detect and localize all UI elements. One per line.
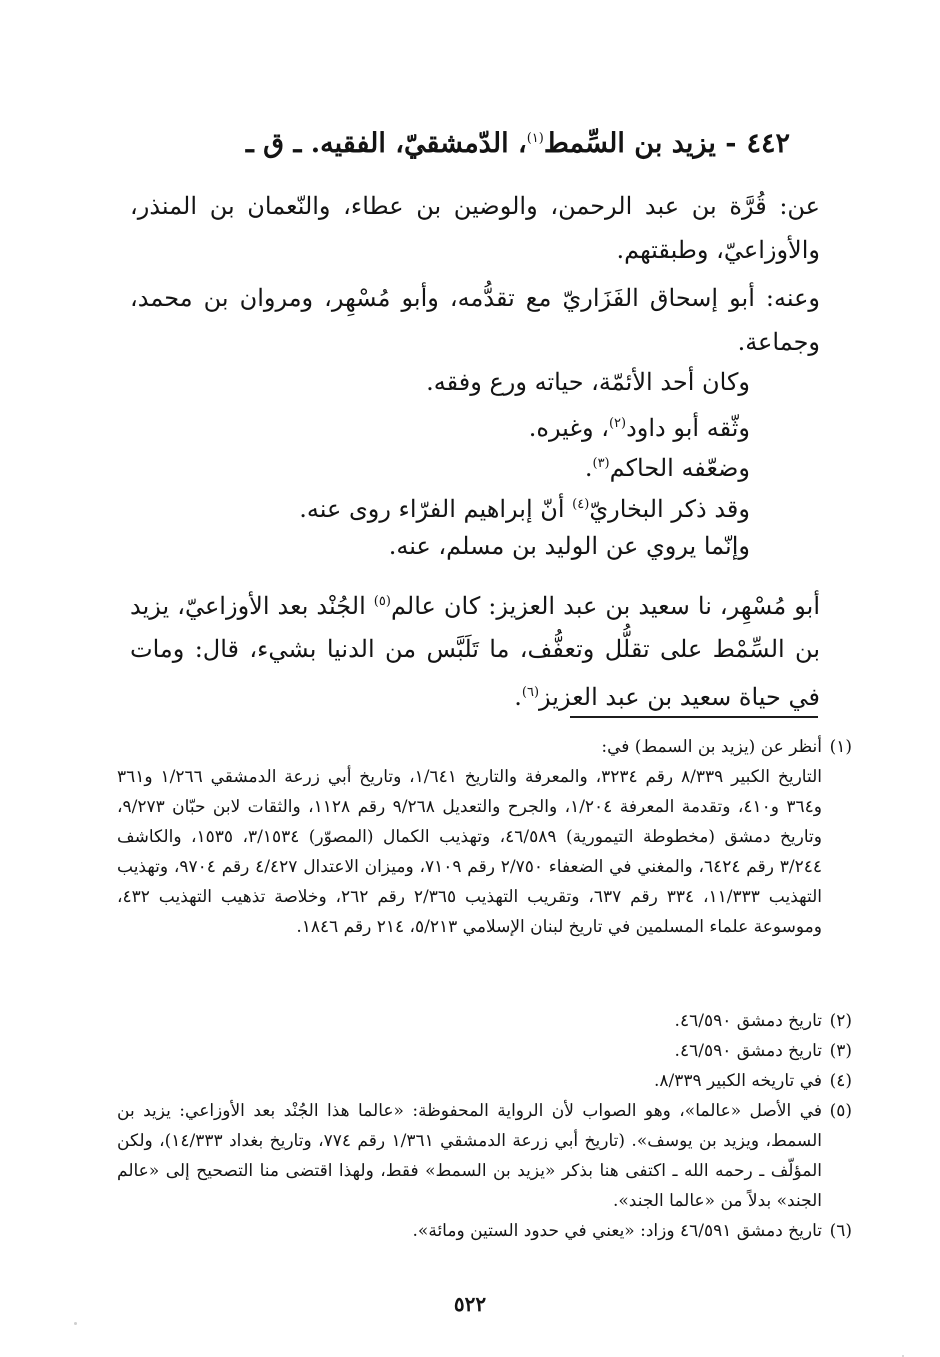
body-line — [130, 404, 750, 448]
footnote-ref: (٥) — [373, 594, 391, 609]
footnote-marker: (١) — [829, 737, 852, 757]
body-line — [130, 444, 750, 488]
line-text: وثّقه أبو داود — [626, 414, 750, 442]
footnote-text: تاريخ دمشق ٤٦/٥٩٠. — [674, 1041, 822, 1061]
footnote-marker: (٦) — [829, 1221, 852, 1241]
footnote-2 — [117, 1006, 852, 1036]
body-line — [130, 485, 750, 529]
quote-text: . — [514, 683, 522, 711]
body-line — [130, 362, 750, 402]
scan-speck — [74, 1322, 77, 1325]
entry-title: - يزيد بن السِّمط — [543, 128, 737, 159]
entry-title-rest: ، الدّمشقيّ، الفقيه. ـ ق ـ — [245, 128, 527, 159]
footnote-text: تاريخ دمشق ٤٦/٥٩٠. — [674, 1011, 822, 1031]
footnote-text: في تاريخه الكبير ٨/٣٣٩. — [653, 1071, 822, 1091]
students-paragraph: وعنه: أبو إسحاق الفَزَاريّ مع تقدُّمه، وأبو مُسْهِر، ومروان بن محمد، وجماعة. — [130, 284, 820, 356]
footnote-4 — [117, 1066, 852, 1096]
footnote-1 — [117, 732, 852, 762]
quote-paragraph — [130, 580, 820, 719]
line-text: وإنّما يروي عن الوليد بن مسلم، عنه. — [388, 532, 750, 560]
footnote-ref: (١) — [526, 131, 544, 146]
line-text: وضعّفه الحاكم — [609, 454, 750, 482]
teachers-paragraph: عن: قُرَّة بن عبد الرحمن، والوضين بن عطاء، والنّعمان بن المنذر، والأوزاعيّ، وطبقتهم. — [130, 192, 820, 264]
footnote-ref: (٦) — [521, 685, 540, 700]
quote-text: الجُنْد بعد الأوزاعيّ، يزيد بن السِّمْط على تقلُّل وتعفُّف، ما تَلَبَّس من الدنيا بشيء، قال: ومات في حياة سعيد بن عبد العزيز — [130, 592, 820, 711]
line-text: وكان أحد الأئمّة، حياته ورع وفقه. — [426, 368, 750, 396]
quote-text: أبو مُسْهِر، نا سعيد بن عبد العزيز: كان عالم — [390, 592, 821, 620]
line-text: وقد ذكر البخاريّ — [589, 495, 750, 523]
footnote-ref: (٢) — [608, 416, 627, 431]
footnote-ref: (٣) — [592, 456, 610, 471]
footnote-6 — [117, 1216, 852, 1246]
footnote-1-sources: التاريخ الكبير ٨/٣٣٩ رقم ٣٢٣٤، والمعرفة والتاريخ ١/٦٤١، وتاريخ أبي زرعة الدمشقي ١/٢٦٦ و٣٦١ و٣٦٤ و٤١٠، وتقدمة المعرفة ١/٢٠٤، والجرح والتعديل ٩/٢٦٨ رقم ١١٢٨، والثقات لابن حبّان ٩/٢٧٣، وتاريخ دمشق (مخطوطة التيمورية) ٤٦/٥٨٩، وتهذيب الكمال (المصوّر) ٣/١٥٣٤، ١٥٣٥، والكاشف ٣/٢٤٤ رقم ٦٤٢٤، والمغني في الضعفاء ٢/٧٥٠ رقم ٧١٠٩، وميزان الاعتدال ٤/٤٢٧ رقم ٩٧٠٤، وتهذيب التهذيب ١١/٣٣٣، ٣٣٤ رقم ٦٣٧، وتقريب التهذيب ٢/٣٦٥ رقم ٢٦٢، وخلاصة تذهيب التهذيب ٤٣٢، وموسوعة علماء المسلمين في تاريخ لبنان الإسلامي ٥/٢١٣، ٢١٤ رقم ١٨٤٦. — [117, 767, 823, 937]
footnote-text: تاريخ دمشق ٤٦/٥٩١ وزاد: «يعني في حدود الستين ومائة». — [412, 1221, 822, 1241]
footnote-ref: (٤) — [572, 497, 590, 512]
footnote-5 — [117, 1096, 852, 1216]
body-line — [130, 526, 750, 566]
line-text-after: . — [584, 454, 593, 482]
entry-number: ٤٤٢ — [746, 128, 790, 159]
footnote-marker: (٥) — [829, 1101, 852, 1121]
entry-heading — [130, 128, 790, 159]
line-text-after: أنّ إبراهيم الفرّاء روى عنه. — [299, 495, 573, 523]
footnote-marker: (٣) — [829, 1041, 852, 1061]
footnote-3 — [117, 1036, 852, 1066]
footnote-text: أنظر عن (يزيد بن السمط) في: — [601, 737, 822, 757]
footnote-separator — [570, 716, 818, 718]
page-number: ٥٢٢ — [453, 1292, 487, 1316]
footnote-marker: (٤) — [829, 1071, 852, 1091]
footnote-text: في الأصل «عالما»، وهو الصواب لأن الرواية المحفوظة: «عالما هذا الجُنْد بعد الأوزاعي: يزيد بن السمط، ويزيد بن يوسف». (تاريخ أبي زرعة الدمشقي ١/٣٦١ رقم ٧٧٤، وتاريخ بغداد ١٤/٣٣٣)، ولكن المؤلّف ـ رحمه الله ـ اكتفى هنا بذكر «يزيد بن السمط» فقط، ولهذا اقتضى منا التصحيح إلى «عالم الجند» بدلاً من «عالما الجند». — [117, 1101, 822, 1211]
line-text-after: ، وغيره. — [528, 414, 609, 442]
footnote-marker: (٢) — [829, 1011, 852, 1031]
